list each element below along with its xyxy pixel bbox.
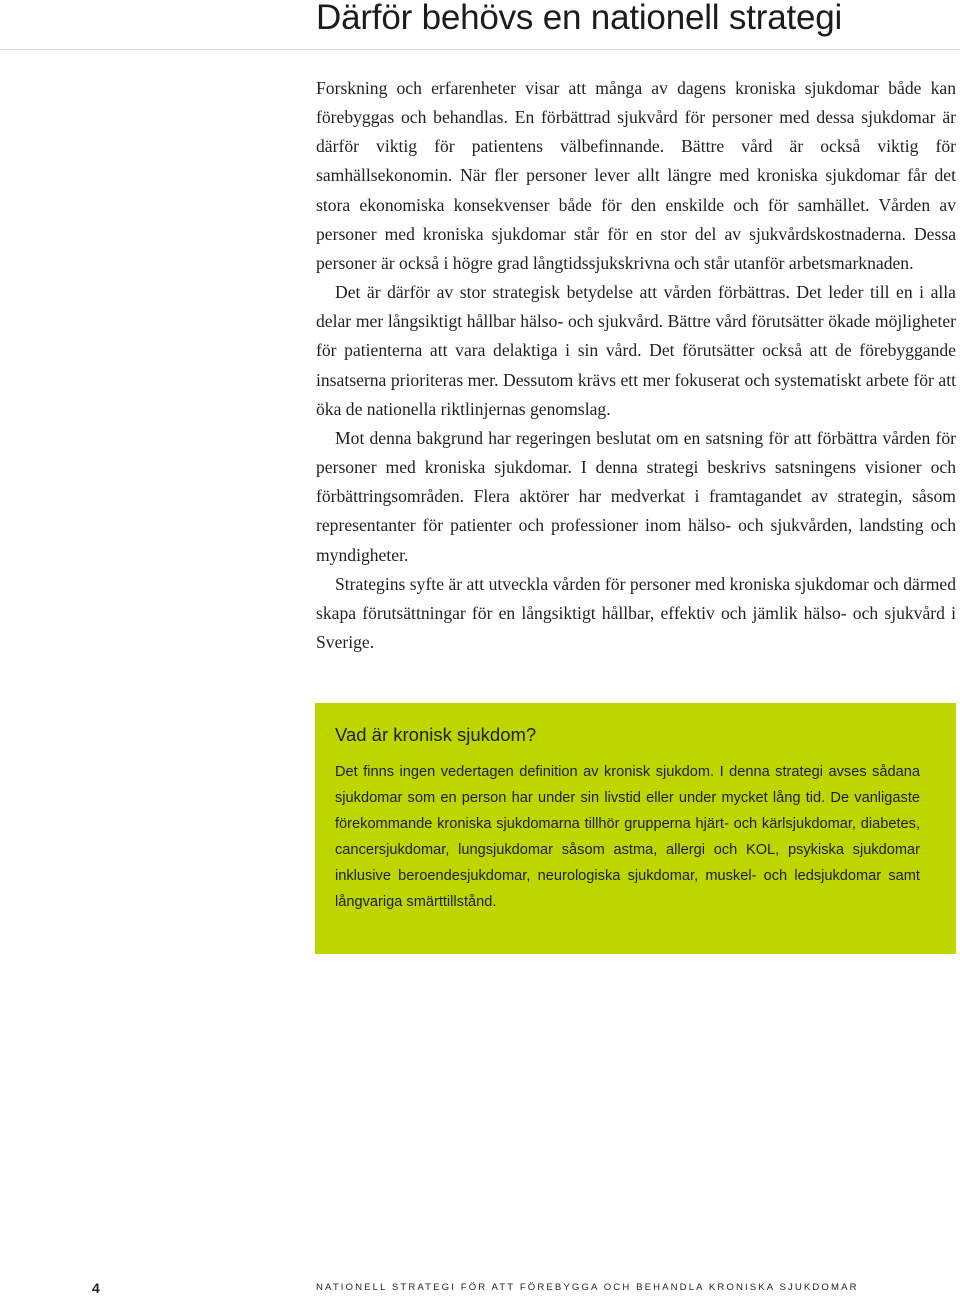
- body-paragraph: Forskning och erfarenheter visar att många av dagens kroniska sjukdomar både kan förebyggas och behandlas. En förbättrad sjukvård för personer med dessa sjukdomar är därför viktig för patientens välbefinnande. Bättre vård är också viktig för samhällsekonomin. När fler personer lever allt längre med kroniska sjukdomar får det stora ekonomiska konsekvenser både för den enskilde och för samhället. Vården av personer med kroniska sjukdomar står för en stor del av sjukvårdskostnaderna. Dessa personer är också i högre grad långtidssjukskrivna och står utanför arbetsmarknaden.: [316, 78, 956, 273]
- page-title: Därför behövs en nationell strategi: [316, 0, 843, 37]
- body-paragraph: Det är därför av stor strategisk betydelse att vården förbättras. Det leder till en i alla delar mer långsiktigt hållbar hälso- och sjukvård. Bättre vård förutsätter ökade möjligheter för patienterna att vara delaktiga i sin vård. Det förutsätter också att de förebyggande insatserna prioriteras mer. Dessutom krävs ett mer fokuserat och systematiskt arbete för att öka de nationella riktlinjernas genomslag.: [316, 282, 956, 419]
- fact-box-title: Vad är kronisk sjukdom?: [335, 724, 537, 745]
- fact-box-text: Det finns ingen vedertagen definition av kronisk sjukdom. I denna strategi avses sådana sjukdomar som en person har under sin livstid eller under mycket lång tid. De vanligaste förekommande kroniska sjukdomarna tillhör grupperna hjärt- och kärlsjukdomar, diabetes, cancersjukdomar, lungsjukdomar såsom astma, allergi och KOL, psykiska sjukdomar inklusive beroendesjukdomar, neurologiska sjukdomar, muskel- och ledsjukdomar samt långvariga smärttillstånd.: [335, 764, 920, 910]
- running-footer: NATIONELL STRATEGI FÖR ATT FÖREBYGGA OCH BEHANDLA KRONISKA SJUKDOMAR: [316, 1282, 859, 1293]
- body-text: [316, 74, 956, 657]
- body-paragraph: Mot denna bakgrund har regeringen beslutat om en satsning för att förbättra vården för personer med kroniska sjukdomar. I denna strategi beskrivs satsningens visioner och förbättringsområden. Flera aktörer har medverkat i framtagandet av strategin, såsom representanter för patienter och professioner inom hälso- och sjukvården, landsting och myndigheter.: [316, 427, 956, 565]
- page-number: 4: [92, 1280, 100, 1296]
- body-paragraph: Strategins syfte är att utveckla vården för personer med kroniska sjukdomar och därmed skapa förutsättningar för en långsiktigt hållbar, effektiv och jämlik hälso- och sjukvård i Sverige.: [316, 573, 956, 652]
- title-divider: [0, 49, 960, 50]
- fact-box: [315, 703, 956, 954]
